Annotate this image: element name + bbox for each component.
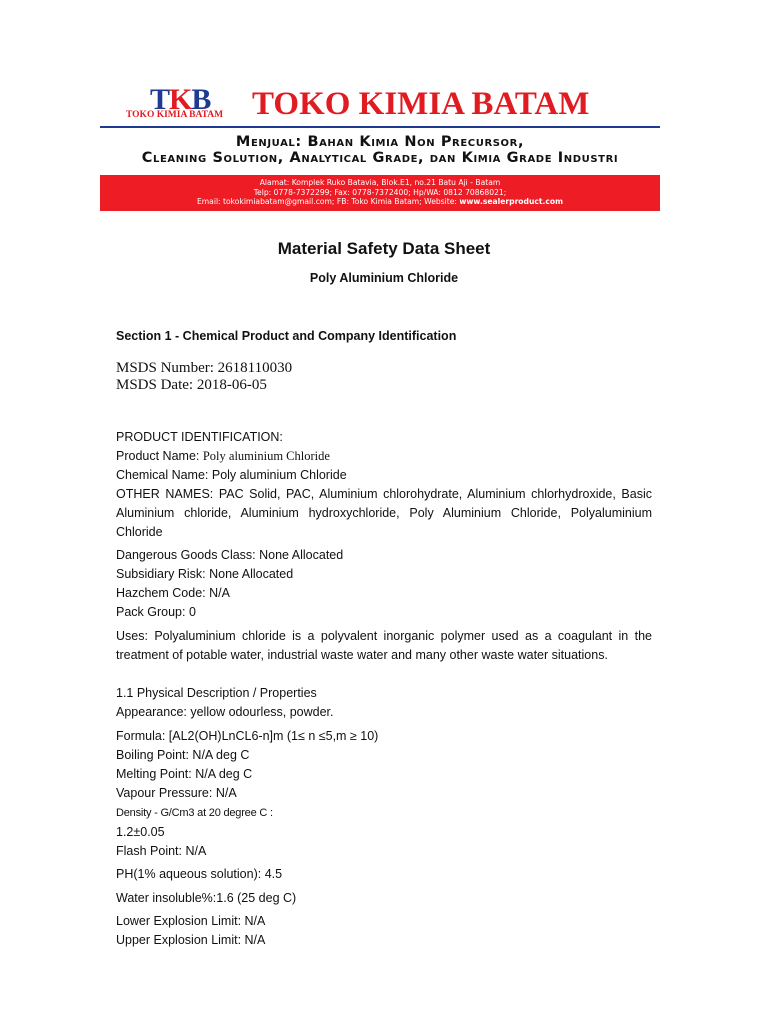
- chemical-name: Chemical Name: Poly aluminium Chloride: [116, 468, 347, 482]
- boiling-point: Boiling Point: N/A deg C: [116, 748, 250, 762]
- address-line: Alamat: Komplek Ruko Batavia, Blok.E1, no.21 Batu Aji - Batam: [259, 178, 501, 187]
- upper-explosion-limit: Upper Explosion Limit: N/A: [116, 933, 266, 947]
- website-link[interactable]: www.sealerproduct.com: [459, 197, 564, 207]
- subsidiary-risk: Subsidiary Risk: None Allocated: [116, 567, 294, 581]
- vapour-pressure: Vapour Pressure: N/A: [116, 786, 237, 800]
- lower-explosion-limit: Lower Explosion Limit: N/A: [116, 914, 266, 928]
- email-line: Email: tokokimiabatam@gmail.com; FB: Toko Kimia Batam; Website: www.sealerproduct.com: [196, 197, 564, 207]
- dangerous-goods-class: Dangerous Goods Class: None Allocated: [116, 548, 344, 562]
- properties-heading: 1.1 Physical Description / Properties: [116, 686, 317, 700]
- company-name: TOKO KIMIA BATAM: [252, 86, 590, 122]
- density-label: Density - G/Cm3 at 20 degree C :: [116, 807, 273, 819]
- contact-band: [100, 175, 660, 211]
- uses: Uses: Polyaluminium chloride is a polyvalent inorganic polymer used as a coagulant in the treatment of potable water, industrial waste water and many other waste water situations.: [116, 629, 652, 662]
- tagline-line-1: Menjual: Bahan Kimia Non Precursor,: [235, 134, 525, 150]
- logo-caption: TOKO KIMIA BATAM: [126, 110, 224, 120]
- letterhead-divider: [100, 126, 660, 128]
- density-value: 1.2±0.05: [116, 825, 165, 839]
- company-logo: TKB: [150, 83, 211, 116]
- flash-point: Flash Point: N/A: [116, 844, 207, 858]
- pack-group: Pack Group: 0: [116, 605, 196, 619]
- phone-line: Telp: 0778-7372299; Fax: 0778-7372400; Hp/WA: 0812 70868021;: [253, 187, 507, 197]
- msds-number: MSDS Number: 2618110030: [116, 360, 293, 376]
- melting-point: Melting Point: N/A deg C: [116, 767, 253, 781]
- document-subtitle: Poly Aluminium Chloride: [309, 271, 459, 285]
- hazchem-code: Hazchem Code: N/A: [116, 586, 230, 600]
- letterhead: [100, 80, 660, 126]
- section-1-heading: Section 1 - Chemical Product and Company Identification: [116, 329, 457, 343]
- other-names: OTHER NAMES: PAC Solid, PAC, Aluminium chlorohydrate, Aluminium chlorhydroxide, Basic Aluminium chloride, Aluminium hydroxychloride, Poly Aluminium Chloride, Polyaluminium Chloride: [116, 487, 652, 539]
- ph-value: PH(1% aqueous solution): 4.5: [116, 867, 283, 881]
- appearance: Appearance: yellow odourless, powder.: [116, 705, 334, 719]
- water-insoluble: Water insoluble%:1.6 (25 deg C): [116, 891, 297, 905]
- tagline-line-2: Cleaning Solution, Analytical Grade, dan Kimia Grade Industri: [141, 150, 619, 166]
- product-identification-heading: PRODUCT IDENTIFICATION:: [116, 430, 283, 444]
- msds-date: MSDS Date: 2018-06-05: [116, 377, 267, 393]
- product-name: Product Name: Poly aluminium Chloride: [116, 449, 330, 463]
- document-title: Material Safety Data Sheet: [277, 239, 491, 258]
- formula: Formula: [AL2(OH)LnCL6-n]m (1≤ n ≤5,m ≥ 10): [116, 729, 379, 743]
